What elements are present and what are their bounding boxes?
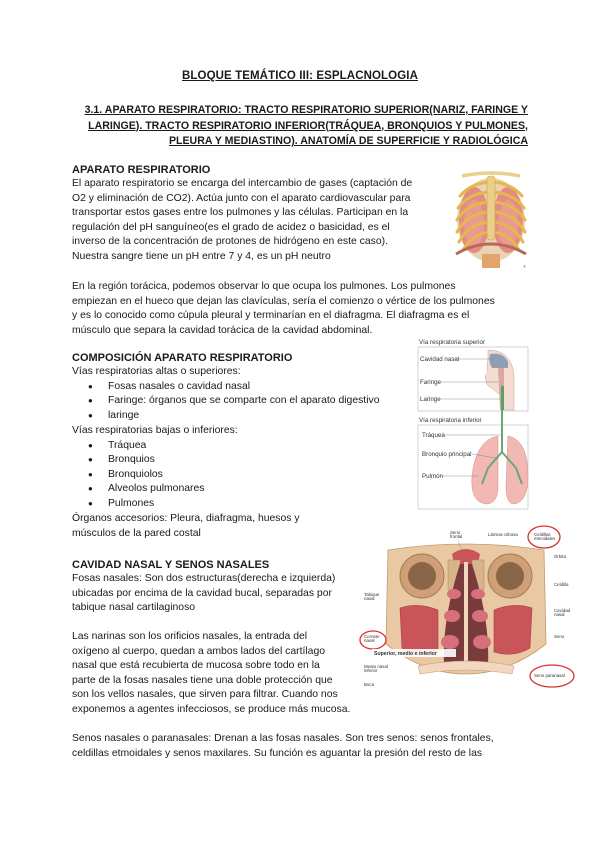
label-faringe: Faringe: [420, 379, 441, 386]
label-tiny: Meato nasal: [364, 664, 388, 669]
label-tiny: frontal: [450, 534, 463, 539]
lower-airways-label: Vías respiratorias bajas o inferiores:: [72, 425, 238, 436]
text-line: Nuestra sangre tiene un pH entre 7 y 4, es un pH neutro: [72, 251, 331, 262]
nasal-cavity-section-illustration: [358, 524, 576, 692]
label-tiny: Cavidad: [554, 608, 571, 613]
text-line: ubicadas por encima de la cavidad bucal, separadas por: [72, 587, 332, 599]
list-item: ● Faringe: órganos que se comparte con el aparato digestivo: [88, 394, 379, 409]
list-item: ● Tráquea: [88, 439, 204, 454]
label-laringe: Laringe: [420, 396, 441, 403]
svg-text:®: ®: [523, 264, 526, 269]
label-tiny: Lámina cribosa: [488, 532, 518, 537]
list-item: ● Alveolos pulmonares: [88, 482, 204, 497]
diagram-lower-title: Vía respiratoria inferior: [419, 417, 482, 424]
label-tiny: Cornete: [364, 634, 380, 639]
label-tiny: Seno: [450, 530, 461, 535]
text-line: músculos de la pared costal: [72, 527, 201, 539]
label-tiny: nasal: [364, 638, 375, 643]
label-cavidad-nasal: Cavidad nasal: [420, 356, 460, 363]
respiratory-tract-diagram: [416, 336, 530, 512]
heading-aparato-respiratorio: APARATO RESPIRATORIO: [72, 164, 211, 176]
list-item: ● laringe: [88, 409, 379, 424]
document-title: BLOQUE TEMÁTICO III: ESPLACNOLOGIA: [182, 70, 418, 82]
label-tiny: Celdilla: [554, 582, 569, 587]
diagram-upper-title: Vía respiratoria superior: [419, 339, 486, 346]
text-line: celdillas etmoidales y senos maxilares. Su función es aguantar la presión del resto de las: [72, 747, 483, 759]
text-line: El aparato respiratorio se encarga del intercambio de gases (captación de: [72, 178, 413, 189]
text-line: regulación del pH sanguíneo(es el grado de acidez o basicidad, es el: [72, 221, 390, 233]
text-line: son los vellos nasales, que sirven para filtrar. Cuando nos: [72, 689, 338, 701]
section-title: 3.1. APARATO RESPIRATORIO: TRACTO RESPIRATORIO SUPERIOR(NARIZ, FARINGE Y LARINGE). TRACTO RESPIRATORIO INFERIOR(TRÁQUEA, BRONQUIOS Y PULMONES, PLEURA Y MEDIASTINO). ANATOMÍA DE SUPERFICIE Y RADIOLÓGICA: [84, 104, 528, 147]
list-item: ● Bronquiolos: [88, 468, 204, 483]
lower-airways-list: [88, 439, 204, 512]
text-line: exponemos a agentes infecciosos, se produce más mucosa.: [72, 704, 351, 715]
text-line: nasal que está recubierta de mucosa sobre todo en la: [72, 660, 320, 672]
upper-airways-list: [88, 380, 379, 424]
text-line: Senos nasales o paranasales: Drenan a las fosas nasales. Son tres senos: senos frontales,: [72, 733, 494, 744]
rib-cage-illustration: [452, 162, 530, 270]
label-tiny: Órbita: [554, 554, 566, 559]
list-item: ● Pulmones: [88, 497, 204, 512]
text-line: parte de la fosas nasales tiene una doble protección que: [72, 674, 333, 686]
label-tiny: etmoidales: [534, 536, 556, 541]
text-line: tabique nasal cartilaginoso: [72, 602, 196, 614]
label-tiny: Boca: [364, 682, 375, 687]
text-line: inverso de la concentración de protones de hidrógeno en este caso).: [72, 236, 388, 248]
label-superior-medio-inferior: Superior, medio e inferior: [374, 651, 437, 657]
text-line: oxígeno al cuerpo, quedan a ambos lados del cartílago: [72, 645, 326, 657]
upper-airways-label: Vías respiratorias altas o superiores:: [72, 366, 241, 377]
text-line: Órganos accesorios: Pleura, diafragma, huesos y: [72, 513, 300, 524]
heading-cavidad-nasal: CAVIDAD NASAL Y SENOS NASALES: [72, 559, 270, 571]
text-line: Fosas nasales: Son dos estructuras(derecha e izquierda): [72, 573, 336, 584]
label-bronquio-principal: Bronquio principal: [422, 451, 472, 458]
text-line: Las narinas son los orificios nasales, la entrada del: [72, 631, 308, 642]
list-item: ● Bronquios: [88, 453, 204, 468]
text-line: O2 y eliminación de CO2). Actúa junto con el aparato cardiovascular para: [72, 192, 411, 204]
label-traquea: Tráquea: [422, 432, 445, 439]
label-tiny: Seno: [554, 634, 565, 639]
label-tiny: nasal: [554, 612, 565, 617]
text-line: En la región torácica, podemos observar lo que ocupa los pulmones. Los pulmones: [72, 281, 456, 292]
label-tiny: Celdillas: [534, 532, 551, 537]
label-tiny: Tabique: [364, 592, 380, 597]
text-line: y es lo conocido como cúpula pleural y terminarían en el diafragma. El diafragma es el: [72, 310, 470, 322]
label-tiny: Seno paranasal: [534, 673, 565, 678]
heading-composicion: COMPOSICIÓN APARATO RESPIRATORIO: [72, 352, 293, 364]
label-pulmon: Pulmón: [422, 473, 443, 480]
list-item: ● Fosas nasales o cavidad nasal: [88, 380, 379, 395]
text-line: transportar estos gases entre los pulmones y las células. Participan en la: [72, 207, 409, 219]
text-line: empiezan en el hueco que dejan las clavículas, sería el comienzo o vértice de los pulmones: [72, 295, 495, 307]
label-tiny: nasal: [364, 596, 375, 601]
text-line: músculo que separa la cavidad torácica de la cavidad abdominal.: [72, 324, 373, 336]
label-tiny: inferior: [364, 668, 378, 673]
